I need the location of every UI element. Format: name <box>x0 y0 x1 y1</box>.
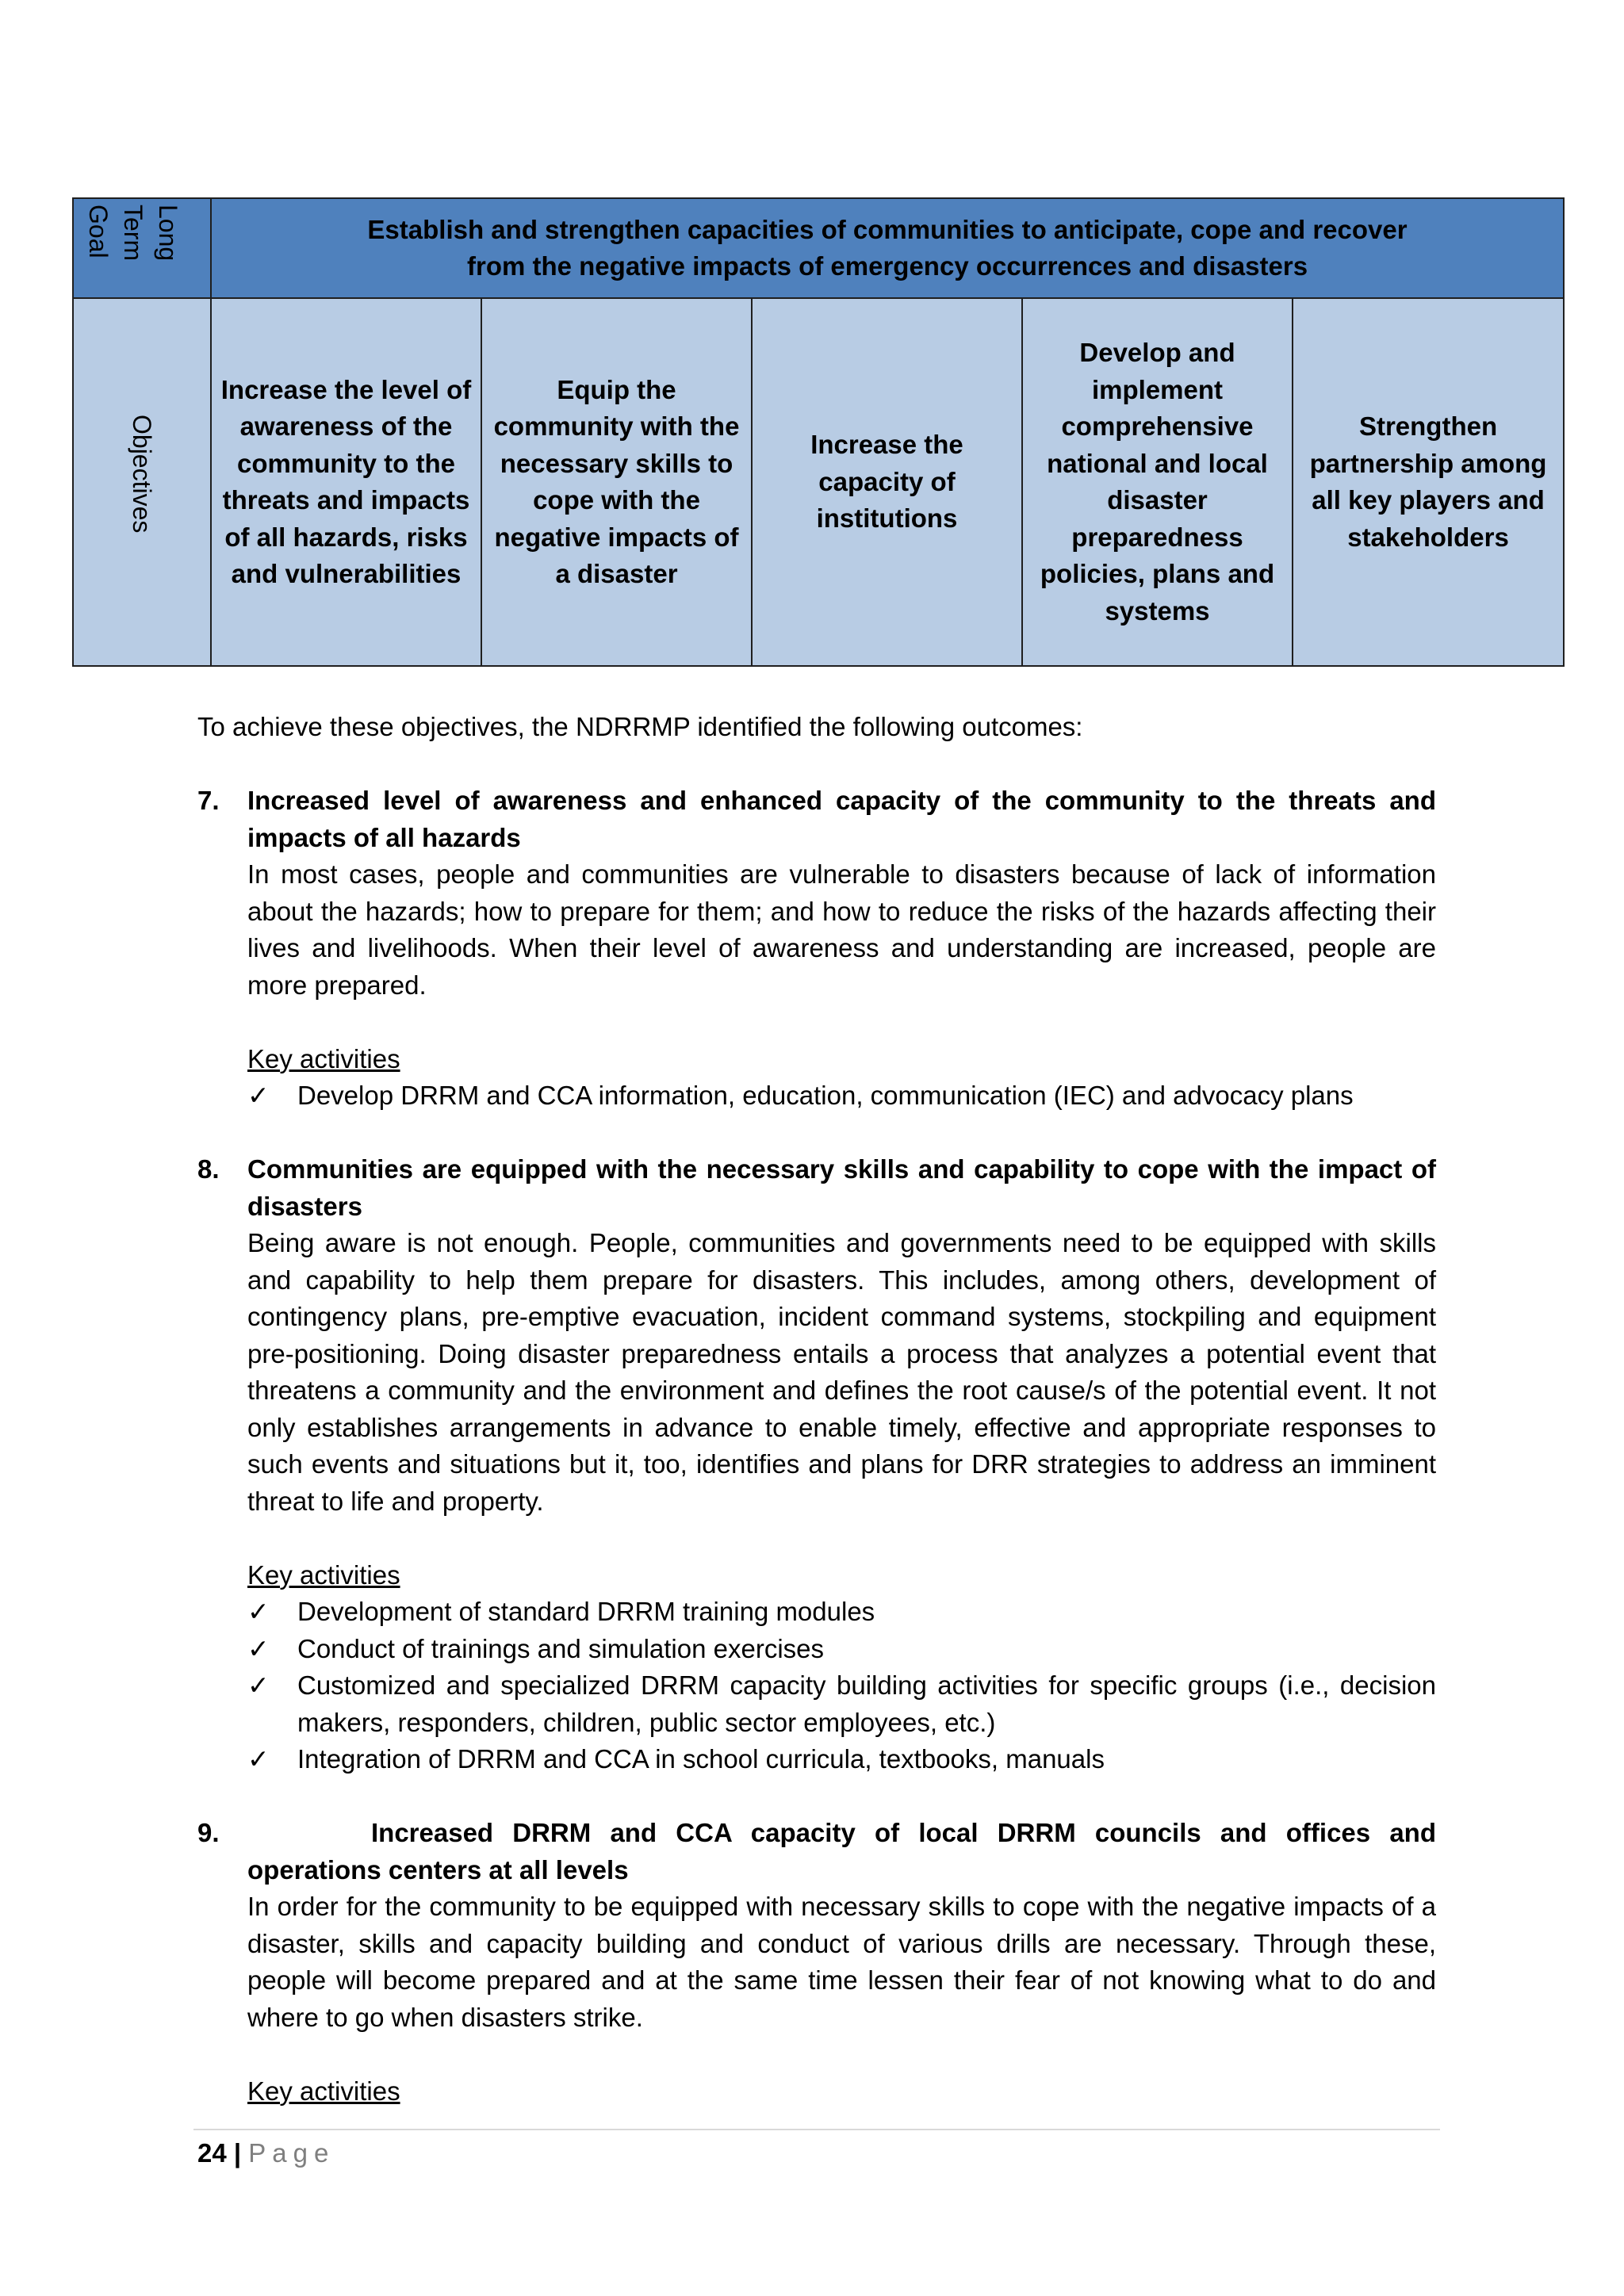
goal-label-cell <box>73 198 211 298</box>
activity-text: Customized and specialized DRRM capacity building activities for specific groups (i.e., decision makers, responders, children, public sector employees, etc.) <box>297 1670 1436 1737</box>
objective-cell <box>1022 298 1293 666</box>
check-icon: ✓ <box>247 1670 270 1700</box>
main-content <box>197 709 1436 2147</box>
objective-text: Strengthen partnership among all key players and stakeholders <box>1309 411 1547 552</box>
objectives-label: Objectives <box>128 415 156 534</box>
page-number: 24 <box>197 2138 227 2168</box>
goal-row <box>73 198 1564 298</box>
check-icon: ✓ <box>247 1597 270 1626</box>
check-icon: ✓ <box>247 1633 270 1663</box>
key-activities-label: Key activities <box>247 1559 400 1590</box>
objective-text: Increase the level of awareness of the community to the threats and impacts of all hazards, risks and vulnerabilities <box>220 374 472 588</box>
footer-divider <box>193 2129 1440 2130</box>
activity-text: Conduct of trainings and simulation exercises <box>297 1633 825 1663</box>
outcome-9 <box>197 1815 1436 2110</box>
goal-label: Long Term Goal <box>84 205 182 262</box>
objective-text: Increase the capacity of institutions <box>810 430 963 534</box>
page-footer <box>197 2135 335 2172</box>
objectives-row <box>73 298 1564 666</box>
objectives-label-cell <box>73 298 211 666</box>
list-item <box>247 1077 1436 1115</box>
key-activities-list <box>247 1077 1436 1115</box>
list-item <box>247 1741 1436 1778</box>
page-word: Page <box>248 2138 335 2168</box>
check-icon: ✓ <box>247 1081 270 1110</box>
page-separator: | <box>233 2138 242 2168</box>
outcome-7 <box>197 783 1436 1115</box>
outcome-heading: Increased DRRM and CCA capacity of local DRRM councils and offices and operations centers at all levels <box>247 1818 1436 1885</box>
goal-text: Establish and strengthen capacities of communities to anticipate, cope and recover from the negative impacts of emergency occurrences and disasters <box>367 214 1408 281</box>
outcome-heading: Communities are equipped with the necessary skills and capability to cope with the impact of disasters <box>247 1154 1436 1221</box>
key-activities-label: Key activities <box>247 1043 400 1073</box>
objective-text: Develop and implement comprehensive national and local disaster preparedness policies, plans and systems <box>1040 338 1275 626</box>
outcome-8 <box>197 1151 1436 1778</box>
outcome-number: 9. <box>197 1818 220 1847</box>
goal-text-cell <box>211 198 1564 298</box>
key-activities-label: Key activities <box>247 2076 400 2106</box>
objective-cell <box>211 298 481 666</box>
list-item <box>247 1594 1436 1631</box>
list-item <box>247 1667 1436 1741</box>
objective-text: Equip the community with the necessary skills to cope with the negative impacts of a disaster <box>493 374 740 588</box>
key-activities-list <box>247 1594 1436 1778</box>
objective-cell <box>481 298 752 666</box>
outcome-body: In order for the community to be equipped with necessary skills to cope with the negative impacts of a disaster, skills and capacity building and conduct of various drills are necessary. Through these, people will become prepared and at the same time lessen their fear of not knowing what to do and where to go when disasters strike. <box>247 1892 1436 2032</box>
intro-paragraph: To achieve these objectives, the NDRRMP identified the following outcomes: <box>197 712 1083 741</box>
goal-objectives-table <box>72 197 1565 667</box>
outcome-body: In most cases, people and communities are vulnerable to disasters because of lack of information about the hazards; how to prepare for them; and how to reduce the risks of the hazards affecting their lives and livelihoods. When their level of awareness and understanding are increased, people are more prepared. <box>247 859 1436 1000</box>
activity-text: Integration of DRRM and CCA in school curricula, textbooks, manuals <box>297 1744 1105 1774</box>
check-icon: ✓ <box>247 1744 270 1774</box>
objective-cell <box>1293 298 1564 666</box>
outcome-body: Being aware is not enough. People, communities and governments need to be equipped with skills and capability to help them prepare for disasters. This includes, among others, development of contingency plans, pre-emptive evacuation, incident command systems, stockpiling and equipment pre-positioning. Doing disaster preparedness entails a process that analyzes a potential event that threatens a community and the environment and defines the root cause/s of the potential event. It not only establishes arrangements in advance to enable timely, effective and appropriate responses to such events and situations but it, too, identifies and plans for DRR strategies to address an imminent threat to life and property. <box>247 1228 1436 1516</box>
list-item <box>247 1631 1436 1668</box>
objective-cell <box>752 298 1022 666</box>
outcome-heading: Increased level of awareness and enhanced capacity of the community to the threats and impacts of all hazards <box>247 786 1436 852</box>
outcome-number: 8. <box>197 1154 220 1184</box>
activity-text: Development of standard DRRM training modules <box>297 1597 875 1626</box>
outcome-number: 7. <box>197 786 220 815</box>
activity-text: Develop DRRM and CCA information, education, communication (IEC) and advocacy plans <box>297 1081 1354 1110</box>
